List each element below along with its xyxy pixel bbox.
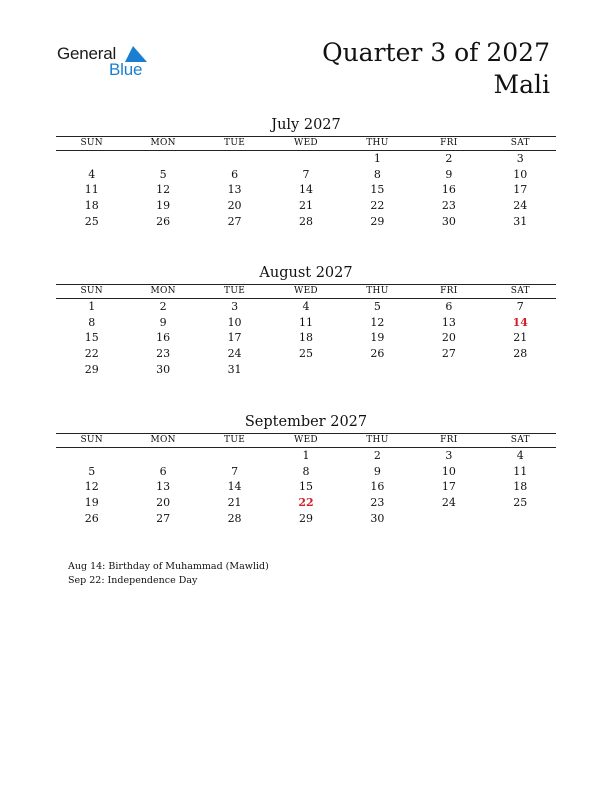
day-grid (56, 151, 556, 229)
day-cell: 17 (441, 480, 456, 494)
weekday-label: THU (366, 286, 389, 296)
weekday-label: SUN (80, 286, 103, 296)
day-cell: 12 (84, 480, 99, 494)
day-cell: 13 (441, 315, 456, 329)
weekday-label: FRI (440, 138, 458, 148)
day-cell: 7 (231, 464, 239, 478)
weekday-label: MON (150, 435, 176, 445)
day-cell: 3 (231, 300, 239, 313)
day-cell (342, 362, 413, 378)
page-header (322, 37, 550, 101)
weekday-label: FRI (440, 435, 458, 445)
day-cell: 18 (298, 331, 313, 345)
month-title: July 2027 (271, 117, 341, 133)
day-cell (199, 448, 270, 464)
day-cell: 18 (84, 199, 99, 213)
day-cell: 4 (88, 167, 96, 181)
day-cell: 16 (441, 183, 456, 197)
day-cell: 25 (298, 347, 313, 361)
day-cell: 23 (370, 496, 385, 510)
day-cell: 22 (370, 199, 385, 213)
day-cell (270, 362, 341, 378)
day-cell: 17 (513, 183, 528, 197)
weekday-label: WED (294, 138, 318, 148)
day-cell: 6 (159, 464, 167, 478)
weekday-label: SAT (510, 435, 530, 445)
day-cell: 10 (513, 167, 528, 181)
day-cell: 4 (302, 300, 310, 313)
month-title: September 2027 (244, 414, 368, 430)
day-cell: 2 (445, 152, 453, 165)
day-cell: 14 (227, 480, 242, 494)
weekday-label: SUN (80, 138, 103, 148)
weekday-label: TUE (224, 138, 246, 148)
logo-text-general: General (57, 44, 117, 63)
day-cell: 23 (441, 199, 456, 213)
day-cell: 16 (370, 480, 385, 494)
weekday-label: MON (150, 286, 176, 296)
day-cell: 15 (298, 480, 313, 494)
day-cell: 27 (441, 347, 456, 361)
day-cell: 6 (445, 300, 453, 313)
page-title: Quarter 3 of 2027 (322, 38, 550, 67)
day-cell: 31 (227, 362, 242, 376)
month-calendar (56, 117, 556, 229)
day-cell: 28 (298, 214, 313, 228)
day-cell (413, 511, 484, 527)
weekday-label: WED (294, 286, 318, 296)
day-cell (485, 511, 556, 527)
day-cell: 29 (84, 362, 99, 376)
day-cell: 5 (159, 167, 167, 181)
day-cell: 27 (227, 214, 242, 228)
day-cell: 13 (227, 183, 242, 197)
day-cell: 9 (159, 315, 167, 329)
day-cell: 19 (370, 331, 385, 345)
day-cell: 15 (370, 183, 385, 197)
day-cell: 23 (156, 347, 171, 361)
month-calendar (56, 414, 556, 526)
generalblue-logo (57, 44, 157, 80)
day-cell: 20 (441, 331, 456, 345)
day-cell: 6 (231, 167, 239, 181)
weekday-label: SAT (510, 286, 530, 296)
weekday-label: THU (366, 138, 389, 148)
day-cell (56, 448, 127, 464)
day-cell: 30 (370, 511, 385, 525)
day-cell: 8 (88, 315, 96, 329)
day-cell: 26 (370, 347, 385, 361)
day-cell: 7 (516, 300, 524, 313)
day-cell: 7 (302, 167, 310, 181)
weekday-label: TUE (224, 286, 246, 296)
day-grid (56, 448, 556, 526)
day-cell: 20 (156, 496, 171, 510)
day-cell: 24 (227, 347, 242, 361)
day-cell: 3 (516, 152, 524, 165)
weekday-header-row (56, 285, 556, 298)
weekday-label: FRI (440, 286, 458, 296)
day-cell: 9 (445, 167, 453, 181)
day-cell: 26 (84, 511, 99, 525)
day-cell: 21 (513, 331, 528, 345)
day-cell: 24 (441, 496, 456, 510)
weekday-label: MON (150, 138, 176, 148)
weekday-label: WED (294, 435, 318, 445)
day-cell: 1 (88, 300, 96, 313)
day-cell (199, 151, 270, 167)
day-cell: 28 (227, 511, 242, 525)
day-cell: 17 (227, 331, 242, 345)
day-cell: 26 (156, 214, 171, 228)
day-cell: 21 (227, 496, 242, 510)
weekday-header-row (56, 137, 556, 150)
day-cell (127, 151, 198, 167)
day-cell: 1 (373, 152, 381, 165)
day-cell: 3 (445, 449, 453, 462)
day-cell: 19 (84, 496, 99, 510)
day-cell: 21 (298, 199, 313, 213)
country-name: Mali (493, 70, 550, 99)
day-cell: 12 (156, 183, 171, 197)
day-cell: 8 (302, 464, 310, 478)
day-cell: 10 (441, 464, 456, 478)
month-calendar (56, 265, 556, 377)
month-title: August 2027 (259, 265, 353, 281)
day-cell (127, 448, 198, 464)
day-cell (413, 362, 484, 378)
day-cell: 5 (373, 300, 381, 313)
day-cell: 24 (513, 199, 528, 213)
day-cell: 29 (298, 511, 313, 525)
holiday-note: Sep 22: Independence Day (68, 574, 198, 586)
day-cell: 16 (156, 331, 171, 345)
day-cell: 27 (156, 511, 171, 525)
day-cell: 2 (159, 300, 167, 313)
day-cell: 30 (156, 362, 171, 376)
day-cell: 20 (227, 199, 242, 213)
weekday-label: THU (366, 435, 389, 445)
day-cell: 8 (373, 167, 381, 181)
day-cell: 29 (370, 214, 385, 228)
day-cell: 13 (156, 480, 171, 494)
day-cell: 4 (516, 449, 524, 462)
day-cell: 11 (513, 464, 528, 478)
holiday-notes (68, 560, 269, 587)
day-cell: 19 (156, 199, 171, 213)
day-cell: 22 (84, 347, 99, 361)
day-cell: 25 (513, 496, 528, 510)
day-cell: 31 (513, 214, 528, 228)
day-cell: 11 (84, 183, 99, 197)
day-cell (485, 362, 556, 378)
day-cell (270, 151, 341, 167)
day-cell: 11 (298, 315, 313, 329)
day-cell: 18 (513, 480, 528, 494)
day-cell: 10 (227, 315, 242, 329)
day-cell: 30 (441, 214, 456, 228)
holiday-note: Aug 14: Birthday of Muhammad (Mawlid) (68, 561, 269, 572)
day-cell: 12 (370, 315, 385, 329)
day-cell: 28 (513, 347, 528, 361)
weekday-label: SUN (80, 435, 103, 445)
day-cell: 2 (373, 449, 381, 462)
holiday-day-cell: 22 (298, 496, 314, 510)
logo-text-blue: Blue (109, 60, 143, 79)
day-cell: 9 (373, 464, 381, 478)
day-cell: 25 (84, 214, 99, 228)
day-cell: 5 (88, 464, 96, 478)
day-cell: 1 (302, 449, 310, 462)
weekday-header-row (56, 434, 556, 447)
weekday-label: SAT (510, 138, 530, 148)
day-cell: 14 (298, 183, 313, 197)
day-grid (56, 299, 556, 377)
holiday-day-cell: 14 (512, 315, 528, 329)
day-cell: 15 (84, 331, 99, 345)
weekday-label: TUE (224, 435, 246, 445)
day-cell (56, 151, 127, 167)
